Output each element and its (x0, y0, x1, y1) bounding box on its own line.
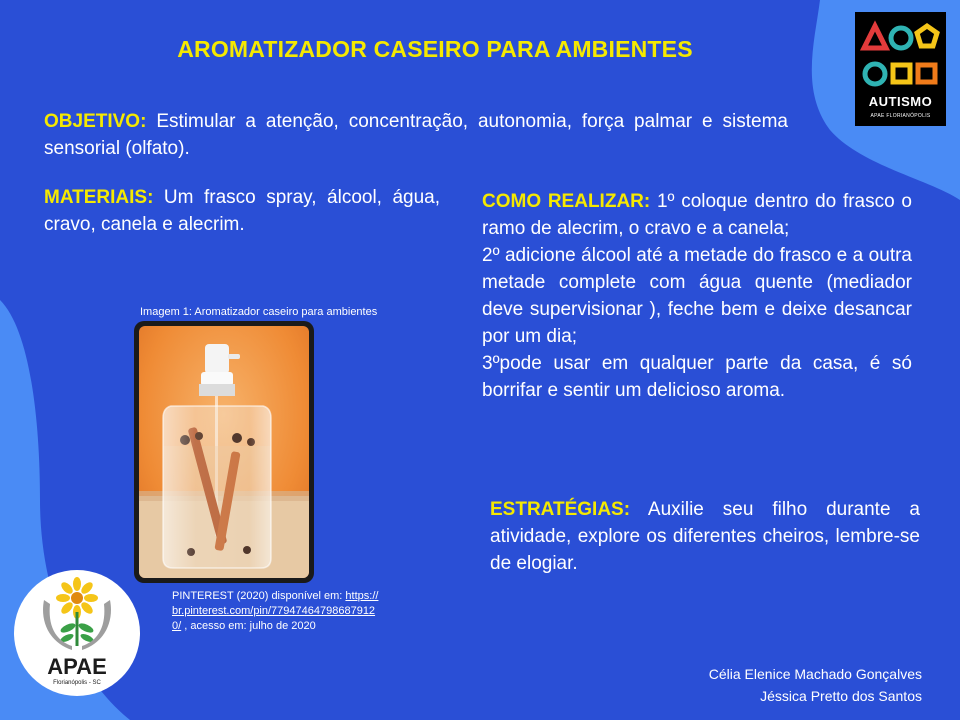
como-realizar-section (482, 188, 912, 404)
estrategias-paragraph (490, 496, 920, 577)
materiais-paragraph (44, 184, 440, 238)
apae-subtitle: Florianópolis - SC (53, 680, 101, 686)
como-realizar-step-1 (482, 188, 912, 242)
como-realizar-step-3: 3ºpode usar em qualquer parte da casa, é só borrifar e sentir um delicioso aroma. (482, 353, 912, 401)
como-realizar-label: COMO REALIZAR: (482, 191, 651, 212)
source-prefix: PINTEREST (2020) disponível em: (172, 590, 346, 602)
objetivo-text: Estimular a atenção, concentração, autonomia, força palmar e sistema sensorial (olfato). (44, 111, 788, 159)
autismo-subtitle: APAE FLORIANÓPOLIS (870, 113, 931, 119)
spray-bottle-illustration (139, 326, 309, 578)
estrategias-label: ESTRATÉGIAS: (490, 499, 631, 520)
page-title: AROMATIZADOR CASEIRO PARA AMBIENTES (177, 36, 693, 62)
credits (709, 663, 922, 707)
materiais-label: MATERIAIS: (44, 187, 154, 208)
objetivo-paragraph (44, 108, 788, 162)
author-1: Célia Elenice Machado Gonçalves (708, 666, 922, 682)
image-caption: Imagem 1: Aromatizador caseiro para ambientes (140, 306, 378, 318)
apae-logo (14, 570, 140, 696)
objetivo-label: OBJETIVO: (44, 111, 147, 132)
air-freshener-photo (134, 321, 314, 583)
autismo-wordmark: AUTISMO (868, 94, 933, 109)
materiais-text: Um frasco spray, álcool, água, cravo, canela e alecrim. (44, 187, 440, 235)
image-source (172, 589, 382, 634)
autismo-logo (855, 12, 946, 126)
estrategias-text: Auxilie seu filho durante a atividade, explore os diferentes cheiros, lembre-se de elogiar. (490, 499, 920, 574)
author-2: Jéssica Pretto dos Santos (760, 688, 922, 704)
autismo-shapes-icon (855, 12, 946, 92)
step-1-text: 1º coloque dentro do frasco o ramo de alecrim, o cravo e a canela; (482, 191, 912, 239)
pinterest-link[interactable]: https://br.pinterest.com/pin/779474647986879120/ (172, 590, 379, 632)
apae-flower-hands-icon (14, 570, 140, 656)
source-suffix: , acesso em: julho de 2020 (181, 620, 316, 632)
como-realizar-step-2: 2º adicione álcool até a metade do frasco e a outra metade complete com água quente (mediador deve supervisionar ), feche bem e deixe desancar por um dia; (482, 245, 912, 347)
apae-wordmark: APAE (47, 654, 107, 679)
